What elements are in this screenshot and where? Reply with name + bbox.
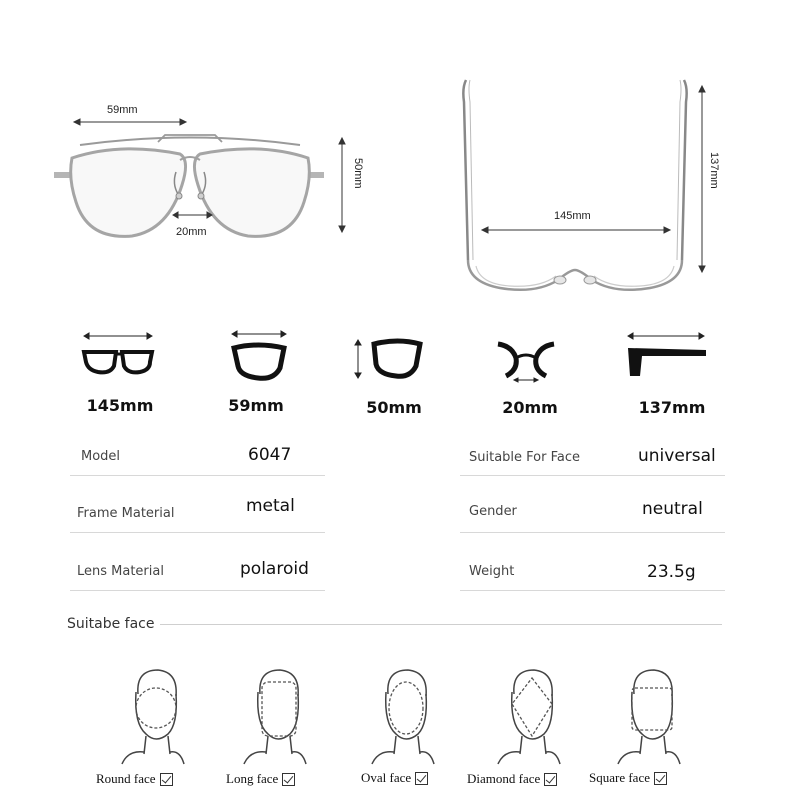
lens-width-arrow [74, 119, 186, 125]
oval-face-text: Oval face [361, 770, 412, 785]
lens-width-label: 59mm [107, 104, 138, 116]
diamond-face-label [467, 771, 557, 787]
round-face-text: Round face [96, 771, 156, 786]
row-divider [70, 590, 325, 591]
lens-width-icon [228, 328, 292, 384]
checkbox-icon [415, 772, 428, 785]
top-view-diagram [440, 70, 740, 310]
suitable-for-face-label: Suitable For Face [469, 450, 581, 465]
model-value: 6047 [248, 445, 292, 465]
front-view-diagram [40, 90, 380, 260]
round-face-label [96, 771, 173, 787]
weight-label: Weight [469, 564, 515, 579]
suitable-face-heading: Suitabe face [67, 616, 155, 632]
oval-face-label [361, 770, 428, 786]
long-face-text: Long face [226, 771, 279, 786]
lens-material-value: polaroid [240, 559, 309, 579]
square-face-illustration [614, 664, 684, 764]
aviator-top-drawing [440, 70, 740, 310]
row-divider [70, 475, 325, 476]
model-label: Model [81, 449, 121, 464]
checkbox-icon [160, 773, 173, 786]
section-divider [160, 624, 722, 625]
temple-length-label: 137mm [708, 152, 720, 189]
frame-width-icon [80, 330, 160, 380]
row-divider [460, 590, 725, 591]
diamond-face-illustration [494, 664, 564, 764]
oval-face-illustration [368, 664, 438, 764]
lens-width-value: 59mm [228, 396, 284, 415]
row-divider [70, 532, 325, 533]
square-face-label [589, 770, 667, 786]
frame-width-value: 145mm [86, 396, 154, 415]
lens-height-icon [350, 336, 430, 386]
bridge-width-label: 20mm [176, 226, 207, 238]
checkbox-icon [544, 773, 557, 786]
checkbox-icon [282, 773, 295, 786]
suitable-for-face-value: universal [638, 446, 716, 466]
round-face-illustration [118, 664, 188, 764]
row-divider [460, 475, 725, 476]
temple-length-icon [622, 330, 712, 380]
lens-height-value: 50mm [366, 398, 422, 417]
square-face-text: Square face [589, 770, 650, 785]
diamond-face-text: Diamond face [467, 771, 541, 786]
lens-height-arrow [339, 138, 345, 232]
temple-length-value: 137mm [638, 398, 706, 417]
specs-table [0, 430, 800, 600]
lens-height-label: 50mm [352, 158, 364, 189]
lens-material-label: Lens Material [77, 564, 164, 579]
gender-value: neutral [642, 499, 703, 519]
long-face-illustration [240, 664, 310, 764]
long-face-label [226, 771, 295, 787]
dimension-icons-row [0, 320, 800, 420]
temple-length-arrow [699, 86, 705, 272]
frame-material-value: metal [246, 496, 295, 516]
weight-value: 23.5g [647, 562, 696, 582]
bridge-arrow [173, 212, 212, 218]
aviator-front-drawing [40, 90, 380, 260]
bridge-icon [494, 336, 558, 386]
frame-width-label: 145mm [554, 210, 591, 222]
frame-material-label: Frame Material [77, 506, 175, 521]
gender-label: Gender [469, 504, 517, 519]
checkbox-icon [654, 772, 667, 785]
frame-width-arrow [482, 227, 670, 233]
bridge-value: 20mm [502, 398, 558, 417]
row-divider [460, 532, 725, 533]
